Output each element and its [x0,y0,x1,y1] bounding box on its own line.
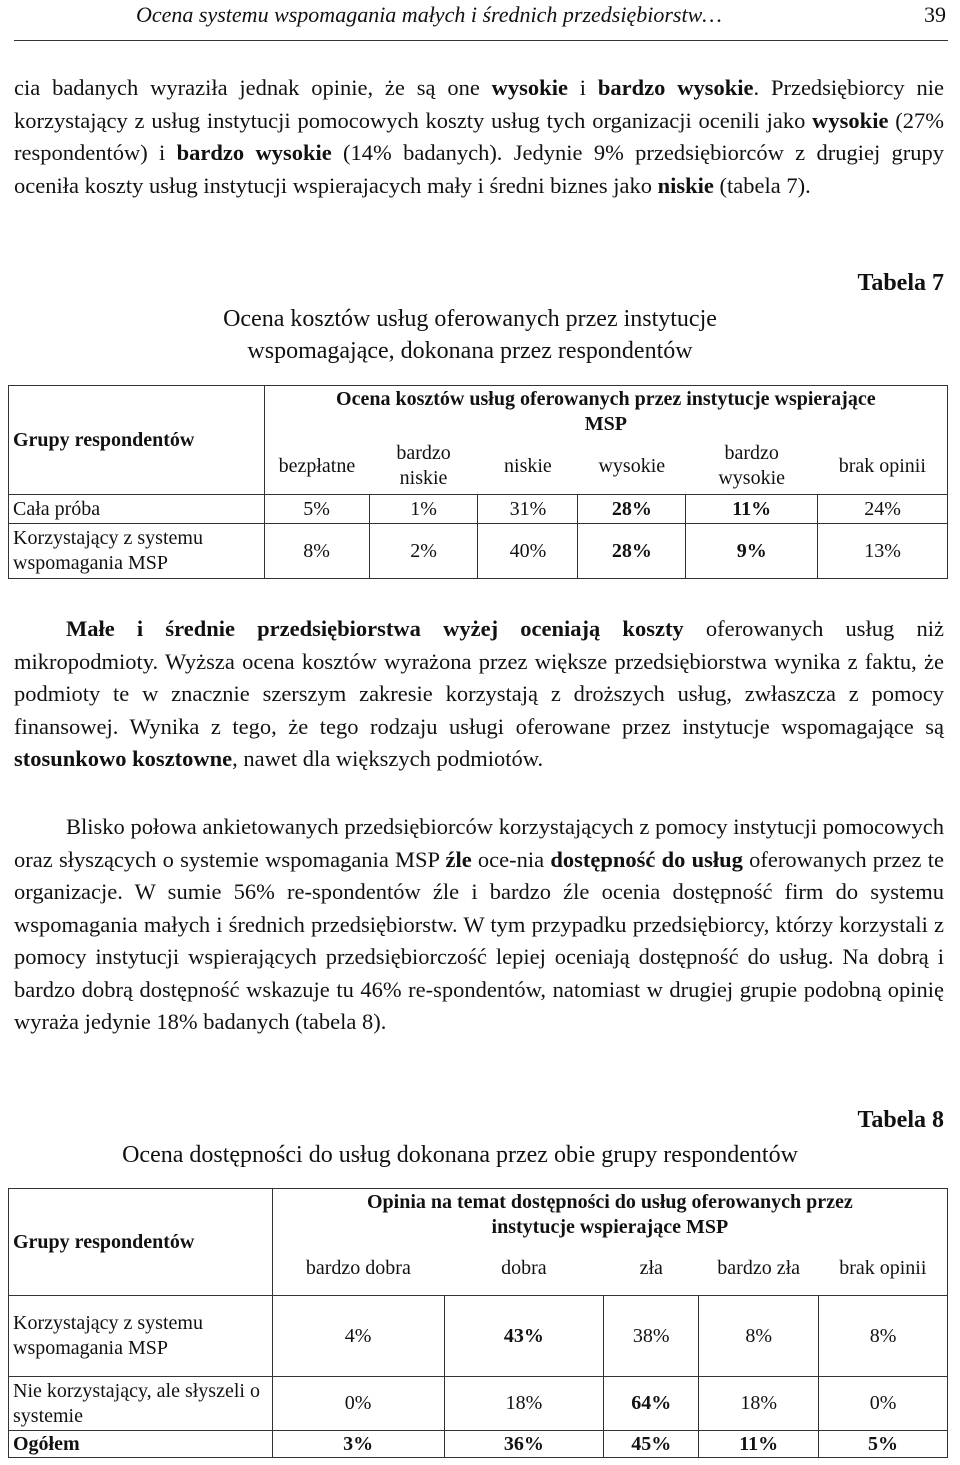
table-cell: 2% [369,524,478,579]
table-cell: 24% [818,495,948,524]
table-cell: 9% [686,524,818,579]
table7-row-label: Korzystający z systemu wspomagania MSP [9,524,265,579]
table7-col-header: bardzo wysokie [686,438,818,495]
table7-label: Tabela 7 [857,270,944,296]
table-cell: 11% [699,1431,819,1458]
text-run: oferowanych przez te organizacje. W sumie 56% re-spondentów źle i bardzo źle ocenia dostępność firm do systemu wspomagania małych i średnich przedsiębiorstw. W tym przypadku przedsiębiorcy, którzy korzystali z pomocy instytucji wspierających przedsiębiorczość lepiej oceniają dostępność do usług. Na dobrą i bardzo dobrą dostępność wskazuje tu 46% re-spondentów, natomiast w drugiej grupie podobną opinię wyraża jedynie 18% badanych (tabela 8). [14,846,944,1034]
bold-text-run: niskie [657,172,714,198]
table8-row-label: Nie korzystający, ale słyszeli o systemie [9,1377,273,1431]
table-cell: 31% [478,495,578,524]
table-8 [8,1188,948,1458]
table-row [9,524,948,579]
table-cell: 0% [272,1377,444,1431]
text-run: oferowanych usług niż mikropodmioty. Wyższa ocena kosztów wyrażona przez większe przedsiębiorstwa wynika z faktu, że podmioty te w znacznie szerszym zakresie korzystają z droższych usług, zwłaszcza z pomocy finansowej. Wynika z tego, że tego rodzaju usługi oferowane przez instytucje wspomagające są [14,616,944,739]
table-row [9,1377,948,1431]
text-run: (27% respondentów) i [14,107,944,165]
table8-col-header: zła [604,1241,699,1296]
table7-col-header: bezpłatne [264,438,369,495]
page-number: 39 [924,2,946,27]
table7-caption-line1: Ocena kosztów usług oferowanych przez instytucje [223,306,717,332]
table7-caption-line2: wspomagające, dokonana przez respondentów [247,338,693,364]
table8-col-header: brak opinii [819,1241,948,1296]
table7-col-header: wysokie [578,438,686,495]
table-cell: 1% [369,495,478,524]
table8-label: Tabela 8 [857,1107,944,1133]
running-title: Ocena systemu wspomagania małych i średnich przedsiębiorstw… [136,2,722,27]
table-cell: 40% [478,524,578,579]
table8-row-label: Korzystający z systemu wspomagania MSP [9,1296,273,1377]
bold-text-run: Małe i średnie przedsiębiorstwa wyżej oceniają koszty [66,616,684,641]
text-run: Blisko połowa ankietowanych przedsiębiorców korzystających z pomocy instytucji pomocowych oraz słyszących o systemie wspomagania MSP [14,814,944,872]
table7-col-header: bardzo niskie [369,438,478,495]
bold-text-run: źle [445,846,472,872]
table-cell: 8% [819,1296,948,1377]
text-run: i [567,75,598,100]
bold-text-run: wysokie [491,75,568,100]
table-cell: 3% [272,1431,444,1458]
page-header [14,0,948,41]
table-cell: 8% [699,1296,819,1377]
bold-text-run: bardzo wysokie [176,140,332,165]
table-cell: 18% [444,1377,604,1431]
text-run: (14% badanych). Jedynie 9% przedsiębiorców z drugiej grupy oceniła koszty usług instytucji wspierajacych mały i średni biznes jako [14,140,945,198]
table7-caption [0,303,950,367]
table-cell: 11% [686,495,818,524]
table8-span-header: Opinia na temat dostępności do usług oferowanych przez instytucje wspierające MSP [272,1189,947,1242]
table-cell: 28% [578,524,686,579]
table-cell: 64% [604,1377,699,1431]
table7-col-header: brak opinii [818,438,948,495]
table8-col-header: dobra [444,1241,604,1296]
table-cell: 28% [578,495,686,524]
table-cell: 13% [818,524,948,579]
bold-text-run: dostępność do usług [550,846,743,872]
table-cell: 8% [264,524,369,579]
text-run: . Przedsiębiorcy nie korzystający z usług instytucji pomocowych koszty usług tych organizacji ocenili jako [14,75,944,133]
table-cell: 38% [604,1296,699,1377]
paragraph-3 [14,811,944,1039]
text-run: (tabela 7). [713,172,811,198]
table-row [9,1296,948,1377]
table-cell: 18% [699,1377,819,1431]
table-7 [8,385,948,579]
table7-row-label: Cała próba [9,495,265,524]
table7-col-header: niskie [478,438,578,495]
paragraph-1 [14,72,944,202]
table8-caption: Ocena dostępności do usług dokonana przez obie grupy respondentów [122,1142,798,1168]
table8-col-header: bardzo dobra [272,1241,444,1296]
table-row [9,495,948,524]
text-run: cia badanych wyraziła jednak opinie, że są one [14,75,492,100]
table-cell: 4% [272,1296,444,1377]
table7-group-header: Grupy respondentów [9,386,265,495]
table-cell: 0% [819,1377,948,1431]
bold-text-run: wysokie [812,107,889,133]
table-cell: 45% [604,1431,699,1458]
table-cell: 5% [819,1431,948,1458]
table-row [9,1431,948,1458]
text-run: oce-nia [471,846,551,872]
table8-row-label: Ogółem [9,1431,273,1458]
text-run: , nawet dla większych podmiotów. [232,746,544,771]
table8-col-header: bardzo zła [699,1241,819,1296]
table7-span-header: Ocena kosztów usług oferowanych przez instytucje wspierające MSP [264,386,947,439]
table-cell: 43% [444,1296,604,1377]
bold-text-run: bardzo wysokie [597,75,754,100]
paragraph-2 [14,613,944,776]
bold-text-run: stosunkowo kosztowne [14,746,233,771]
table8-group-header: Grupy respondentów [9,1189,273,1296]
table-cell: 36% [444,1431,604,1458]
table-cell: 5% [264,495,369,524]
